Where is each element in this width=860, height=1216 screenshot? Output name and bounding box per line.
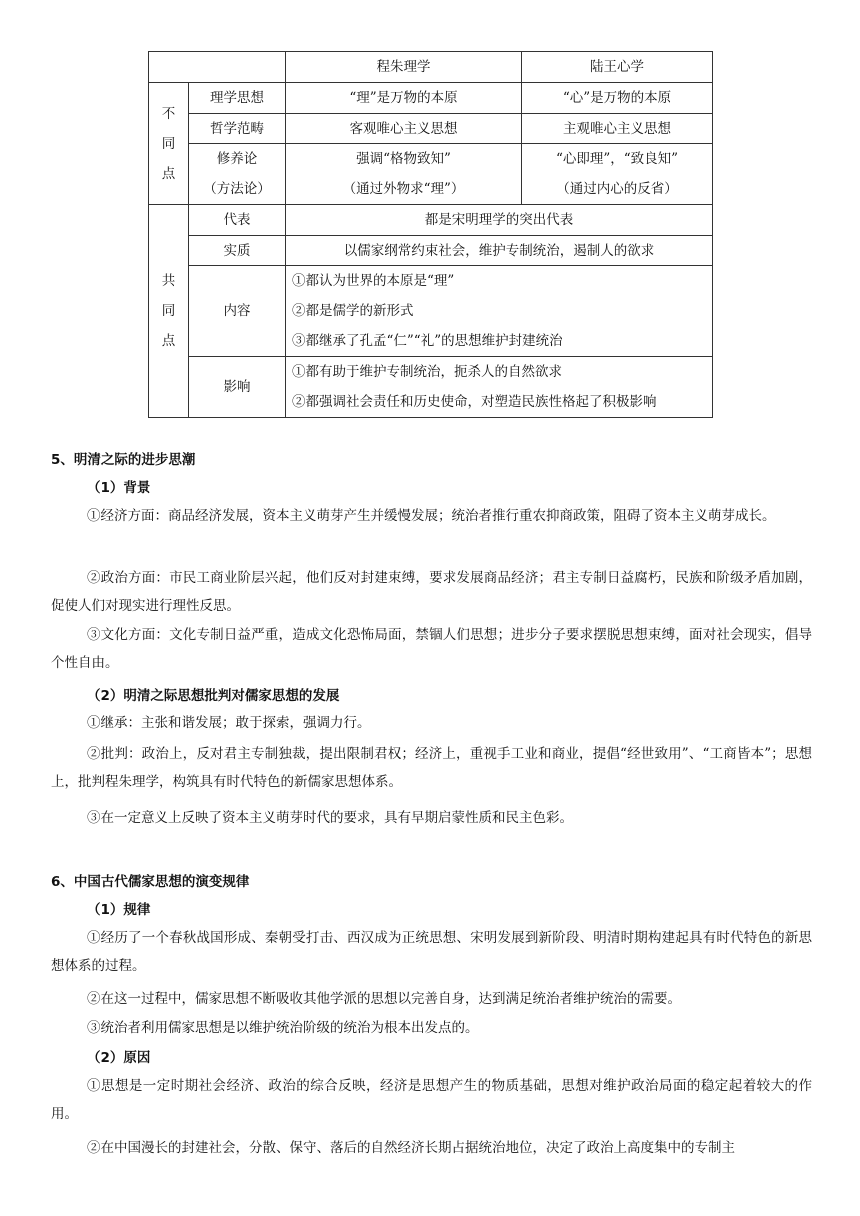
row-item: 实质: [189, 236, 286, 266]
subsection-title: （1）规律: [87, 902, 151, 918]
paragraph: ③在一定意义上反映了资本主义萌芽时代的要求，具有早期启蒙性质和民主色彩。: [87, 810, 573, 826]
paragraph: ③统治者利用儒家思想是以维护统治阶级的统治为根本出发点的。: [87, 1020, 479, 1036]
row-cell: ①都认为世界的本原是“理” ②都是儒学的新形式 ③都继承了孔孟“仁”“礼”的思想维护封建统治: [286, 266, 713, 357]
paragraph: ①思想是一定时期社会经济、政治的综合反映，经济是思想产生的物质基础，思想对维护政治局面的稳定起着较大的作用。: [51, 1078, 812, 1122]
row-item: 哲学范畴: [189, 114, 286, 144]
diff-label: 不 同 点: [149, 83, 189, 205]
paragraph: ②在这一过程中，儒家思想不断吸收其他学派的思想以完善自身，达到满足统治者维护统治的需要。: [87, 991, 681, 1007]
subsection-title: （2）明清之际思想批判对儒家思想的发展: [87, 688, 340, 704]
section-title: 6、中国古代儒家思想的演变规律: [51, 874, 250, 890]
row-cell: ①都有助于维护专制统治，扼杀人的自然欲求 ②都强调社会责任和历史使命，对塑造民族性格起了积极影响: [286, 357, 713, 418]
row-item: 代表: [189, 205, 286, 236]
header-chengzhu: 程朱理学: [286, 52, 522, 83]
row-cell: “心”是万物的本原: [522, 83, 713, 114]
section-title: 5、明清之际的进步思潮: [51, 452, 196, 468]
subsection-title: （2）原因: [87, 1050, 151, 1066]
paragraph: ②在中国漫长的封建社会，分散、保守、落后的自然经济长期占据统治地位，决定了政治上高度集中的专制主: [87, 1140, 735, 1156]
row-item: 内容: [189, 266, 286, 357]
paragraph: ①继承：主张和谐发展；敢于探索，强调力行。: [87, 715, 371, 731]
row-cell: 客观唯心主义思想: [286, 114, 522, 144]
row-cell: 强调“格物致知” （通过外物求“理”）: [286, 144, 522, 205]
row-item: 修养论 （方法论）: [189, 144, 286, 205]
row-item: 理学思想: [189, 83, 286, 114]
subsection-title: （1）背景: [87, 480, 151, 496]
row-item: 影响: [189, 357, 286, 418]
row-cell: 以儒家纲常约束社会，维护专制统治，遏制人的欲求: [286, 236, 713, 266]
comparison-table: [148, 51, 713, 418]
paragraph: ②批判：政治上，反对君主专制独裁，提出限制君权；经济上，重视手工业和商业，提倡“经世致用”、“工商皆本”；思想上，批判程朱理学，构筑具有时代特色的新儒家思想体系。: [51, 746, 812, 790]
header-luwang: 陆王心学: [522, 52, 713, 83]
common-label: 共 同 点: [149, 205, 189, 418]
row-cell: “理”是万物的本原: [286, 83, 522, 114]
paragraph: ①经济方面：商品经济发展，资本主义萌芽产生并缓慢发展；统治者推行重农抑商政策，阻碍了资本主义萌芽成长。: [87, 508, 776, 524]
row-cell: 都是宋明理学的突出代表: [286, 205, 713, 236]
row-cell: 主观唯心主义思想: [522, 114, 713, 144]
paragraph: ②政治方面：市民工商业阶层兴起，他们反对封建束缚，要求发展商品经济；君主专制日益腐朽，民族和阶级矛盾加剧，促使人们对现实进行理性反思。: [51, 570, 812, 614]
paragraph: ①经历了一个春秋战国形成、秦朝受打击、西汉成为正统思想、宋明发展到新阶段、明清时期构建起具有时代特色的新思想体系的过程。: [51, 930, 812, 974]
paragraph: ③文化方面：文化专制日益严重，造成文化恐怖局面，禁锢人们思想；进步分子要求摆脱思想束缚，面对社会现实，倡导个性自由。: [51, 627, 812, 671]
header-empty-cell: [149, 52, 286, 83]
row-cell: “心即理”，“致良知” （通过内心的反省）: [522, 144, 713, 205]
